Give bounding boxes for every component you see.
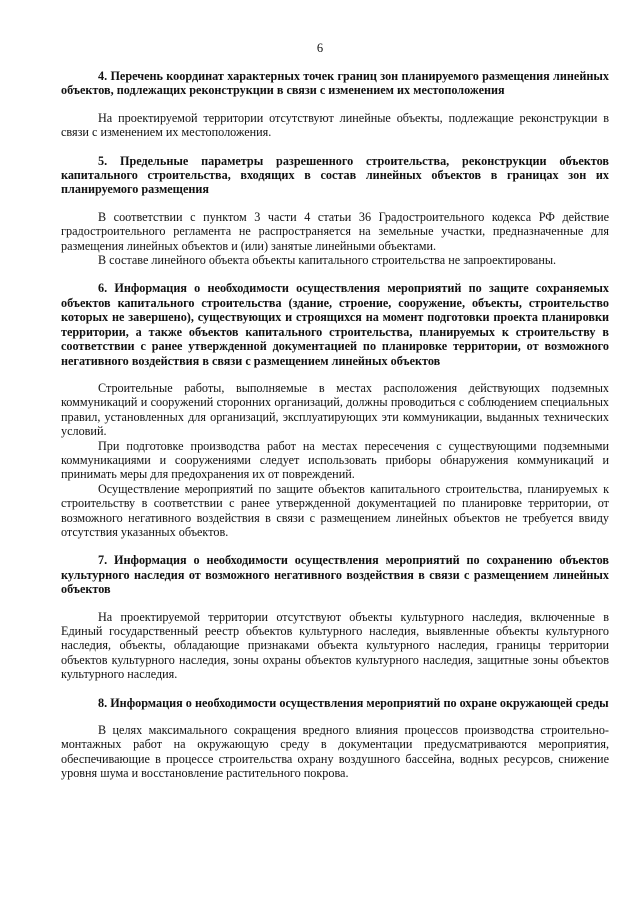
section-6-paragraph-2: При подготовке производства работ на местах пересечения с существующими подземными коммуникациями и сооружениями следует использовать приборы обнаружения коммуникаций и принимать меры для предохранения их от повреждений. [61, 438, 609, 482]
section-6-paragraph-3: Осуществление мероприятий по защите объектов капитального строительства, планируемых к строительству в соответствии с ранее утвержденной документацией по планировке территории, от возможного негативного воздействия в связи с размещением линейных объектов не требуется ввиду отсутствия указанных объектов. [61, 481, 609, 539]
section-6-paragraph-1: Строительные работы, выполняемые в местах расположения действующих подземных коммуникаций и сооружений сторонних организаций, должны проводиться с соблюдением специальных правил, установленных для организаций, эксплуатирующих эти коммуникации, выданных технических условий. [61, 380, 609, 439]
section-8-paragraph-1: В целях максимального сокращения вредного влияния процессов производства строительно-монтажных работ на окружающую среду в документации предусматриваются мероприятия, обеспечивающие в процессе строительства охрану воздушного бассейна, водных ресурсов, снижение уровня шума и восстановление растительного покрова. [61, 723, 609, 781]
section-heading-8: 8. Информация о необходимости осуществления мероприятий по охране окружающей среды [98, 695, 609, 710]
section-5-paragraph-1: В соответствии с пунктом 3 части 4 статьи 36 Градостроительного кодекса РФ действие градостроительного регламента не распространяется на земельные участки, предназначенные для размещения линейных объектов и (или) занятые линейными объектами. [61, 209, 609, 253]
section-heading-6: 6. Информация о необходимости осуществления мероприятий по защите сохраняемых объектов капитального строительства (здание, строение, сооружение, объекты, строительство которых не завершено), существующих и строящихся на момент подготовки проекта планировки территории, а также объектов капитального строительства, планируемых к строительству в соответствии с ранее утвержденной документацией по планировке территории, от возможного негативного воздействия в связи с размещением линейных объектов [61, 281, 609, 368]
section-heading-7: 7. Информация о необходимости осуществления мероприятий по сохранению объектов культурного наследия от возможного негативного воздействия в связи с размещением линейных объектов [61, 553, 609, 597]
section-7-paragraph-1: На проектируемой территории отсутствуют объекты культурного наследия, включенные в Единый государственный реестр объектов культурного наследия, выявленные объекты культурного наследия, объекты, обладающие признаками объекта культурного наследия, границы территории объектов культурного наследия, зоны охраны объектов культурного наследия, защитные зоны объектов культурного наследия. [61, 609, 609, 682]
section-heading-5: 5. Предельные параметры разрешенного строительства, реконструкции объектов капитального строительства, входящих в состав линейных объектов в границах зон их планируемого размещения [61, 153, 609, 197]
page-number: 6 [316, 41, 324, 55]
section-5-paragraph-2: В составе линейного объекта объекты капитального строительства не запроектированы. [98, 253, 557, 268]
document-body [61, 69, 609, 781]
section-heading-4: 4. Перечень координат характерных точек границ зон планируемого размещения линейных объектов, подлежащих реконструкции в связи с изменением их местоположения [61, 69, 609, 98]
section-4-paragraph-1: На проектируемой территории отсутствуют линейные объекты, подлежащие реконструкции в связи с изменением их местоположения. [61, 110, 609, 140]
